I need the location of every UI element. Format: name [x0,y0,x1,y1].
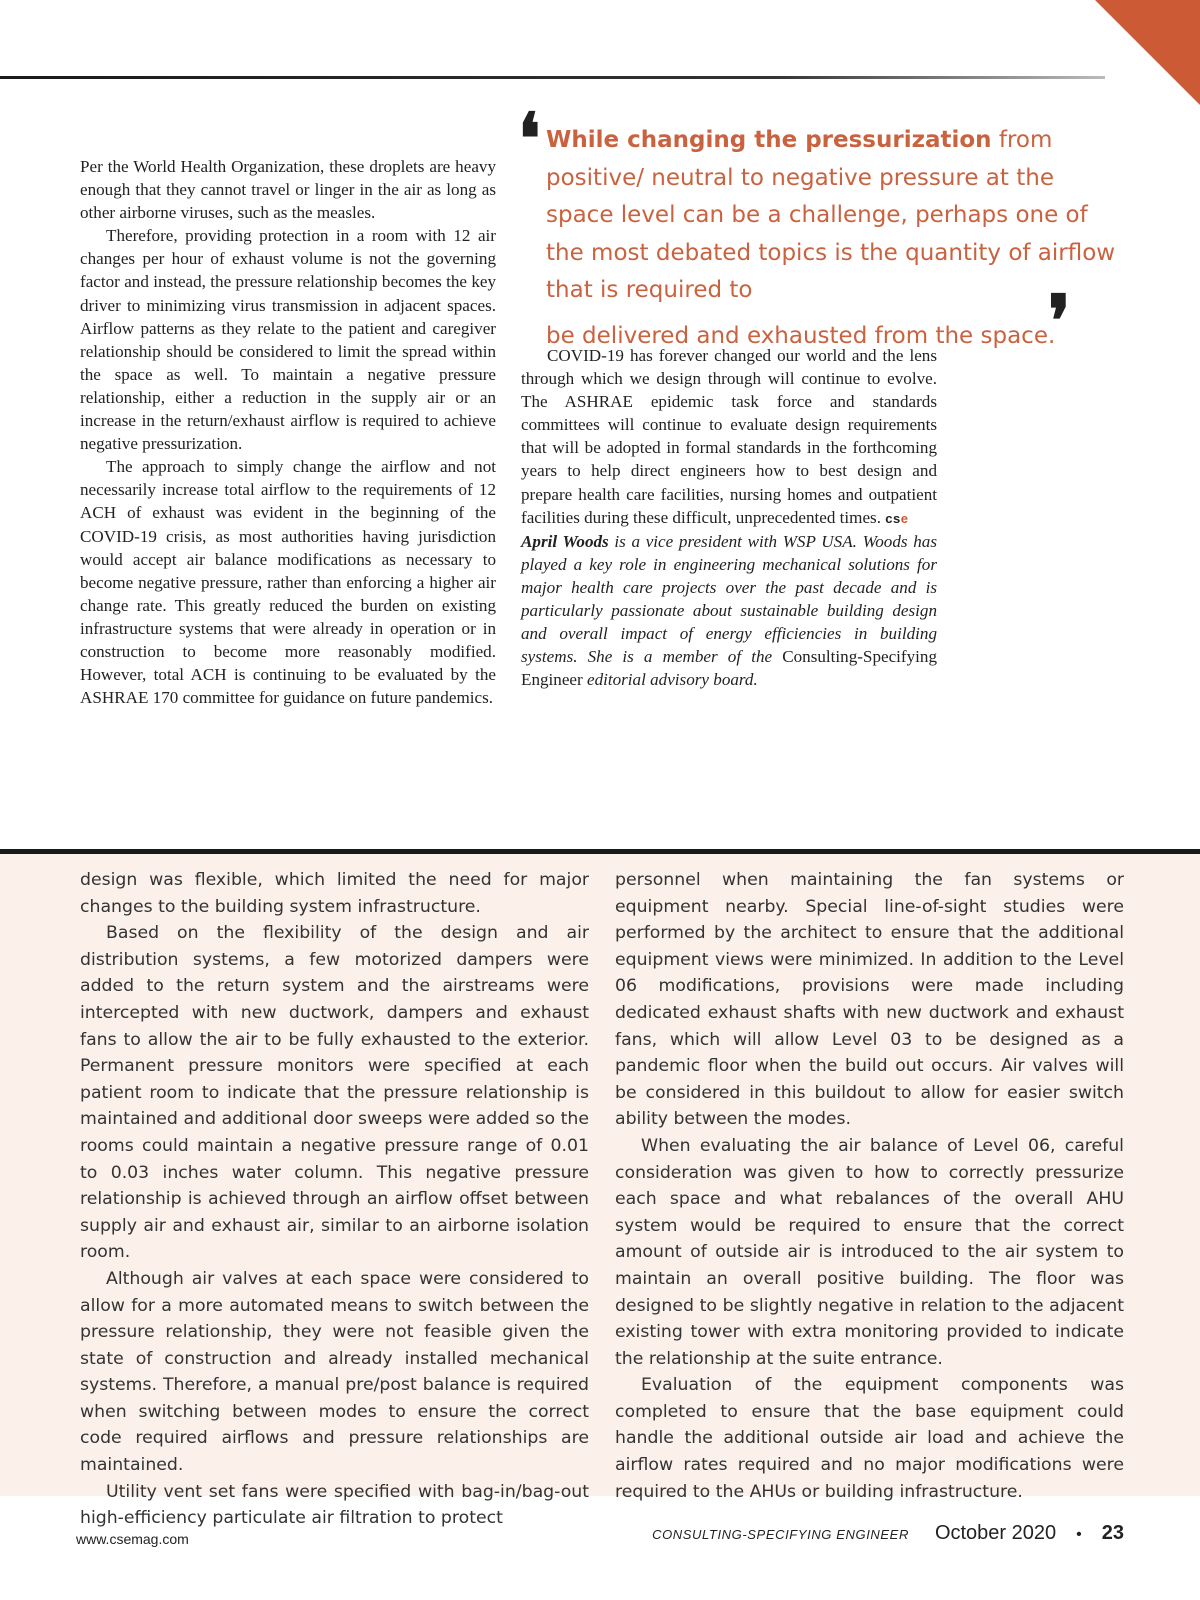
paragraph: Per the World Health Organization, these droplets are heavy enough that they cannot travel or linger in the air as long as other airborne viruses, such as the measles. [80,157,496,223]
page-number: 23 [1101,1522,1124,1544]
author-name: April Woods [521,531,609,551]
paragraph: Therefore, providing protection in a room with 12 air changes per hour of exhaust volume is not the governing factor and instead, the pressure relationship becomes the key driver to minimizing virus transmission in adjacent spaces. Airflow patterns as they relate to the patient and caregiver relationship should be considered to limit the spread within the space as well. To maintain a negative pressure relationship, either a reduction in the supply air or an increase in the return/exhaust airflow is required to achieve negative pressurization. [80,226,496,454]
author-bio [521,530,937,692]
footer-issue-date: October 2020 [934,1522,1057,1544]
paragraph-text: COVID-19 has forever changed our world and the lens through which we design through will continue to evolve. The ASHRAE epidemic task force and standards committees will continue to evaluate design requirements that will be adopted in formal standards in the forthcoming years to help direct engineers how to best design and prepare health care facilities, nursing homes and outpatient facilities during these difficult, unprecedented times. [521,346,937,527]
corner-accent-triangle [1095,0,1200,105]
bio-magazine-name: Consulting-Specifying Engineer [521,647,937,690]
paragraph [521,344,937,530]
pull-quote-body: from positive/ neutral to negative pressure at the space level can be a challenge, perhaps one of the most debated topics is the quantity of airflow that is required to [546,127,1116,303]
close-quote-mark: ❜ [1048,279,1071,362]
footer-magazine-name: CONSULTING-SPECIFYING ENGINEER [652,1527,909,1542]
paragraph: Utility vent set fans were specified with bag-in/bag-out high-efficiency particulate air filtration to protect [80,1481,589,1529]
logo-cs: cs [885,510,901,526]
article-column-left-bottom [80,867,589,1532]
top-rule [0,76,1105,79]
article-column-right-bottom [615,867,1124,1505]
paragraph: Although air valves at each space were considered to allow for a more automated means to switch between the pressure relationship, they were not feasible given the state of construction and already installed mechanical systems. Therefore, a manual pre/post balance is required when switching between modes to ensure the correct code required airflows and pressure relationships are maintained. [80,1268,589,1476]
paragraph: Based on the flexibility of the design and air distribution systems, a few motorized dampers were added to the return system and the airstreams were intercepted with new ductwork, dampers and exhaust fans to allow the air to be fully exhausted to the exterior. Permanent pressure monitors were specified at each patient room to indicate that the pressure relationship is maintained and additional door sweeps were added so the rooms could maintain a negative pressure range of 0.01 to 0.03 inches water column. This negative pressure relationship is achieved through an airflow offset between supply air and exhaust air, similar to an airborne isolation room. [80,923,589,1263]
paragraph: design was flexible, which limited the need for major changes to the building system infrastructure. [80,870,589,917]
paragraph: Evaluation of the equipment components was completed to ensure that the base equipment could handle the additional outside air load and achieve the airflow rates required and no major modifications were required to the AHUs or building infrastructure. [615,1375,1124,1502]
footer-website-link[interactable]: www.csemag.com [76,1531,189,1547]
paragraph: When evaluating the air balance of Level 06, careful consideration was given to how to correctly pressurize each space and what rebalances of the overall AHU system would be required to ensure that the correct amount of outside air is introduced to the air system to maintain an overall positive building. The floor was designed to be slightly negative in relation to the adjacent existing tower with extra monitoring provided to indicate the relationship at the suite entrance. [615,1135,1124,1369]
pull-quote-lead: While changing the pressurization [546,127,992,153]
footer-bullet: • [1076,1526,1082,1543]
paragraph: The approach to simply change the airflow and not necessarily increase total airflow to the requirements of 12 ACH of exhaust was evident in the beginning of the COVID-19 crisis, as most authorities having jurisdiction would accept air balance modifications as necessary to become negative pressure, rather than enforcing a higher air change rate. This greatly reduced the burden on existing infrastructure systems that were already in operation or in construction to become more reasonably modified. However, total ACH is continuing to be evaluated by the ASHRAE 170 committee for guidance on future pandemics. [80,457,496,708]
open-quote-mark: ❛ [518,97,541,180]
article-column-right-top [521,344,937,691]
paragraph: personnel when maintaining the fan systems or equipment nearby. Special line-of-sight studies were performed by the architect to ensure that the additional equipment views were minimized. In addition to the Level 06 modifications, provisions were made including dedicated exhaust shafts with new ductwork and exhaust fans, which will allow Level 03 to be designed as a pandemic floor when the build out occurs. Air valves will be considered in this buildout to allow for easier switch ability between the modes. [615,870,1124,1130]
cse-end-logo [885,511,908,526]
pull-quote [546,122,1126,362]
bio-text-end: editorial advisory board. [582,670,758,690]
logo-e: e [900,510,909,526]
pull-quote-last-line: be delivered and exhausted from the space. [546,322,1056,349]
bio-text: is a vice president with WSP USA. Woods has played a key role in engineering mechanical solutions for major health care projects over the past decade and is particularly passionate about sustainable building design and overall impact of energy efficiencies in building systems. She is a member of the [521,531,937,667]
footer-folio [652,1522,1124,1545]
article-column-left-top [80,155,496,709]
